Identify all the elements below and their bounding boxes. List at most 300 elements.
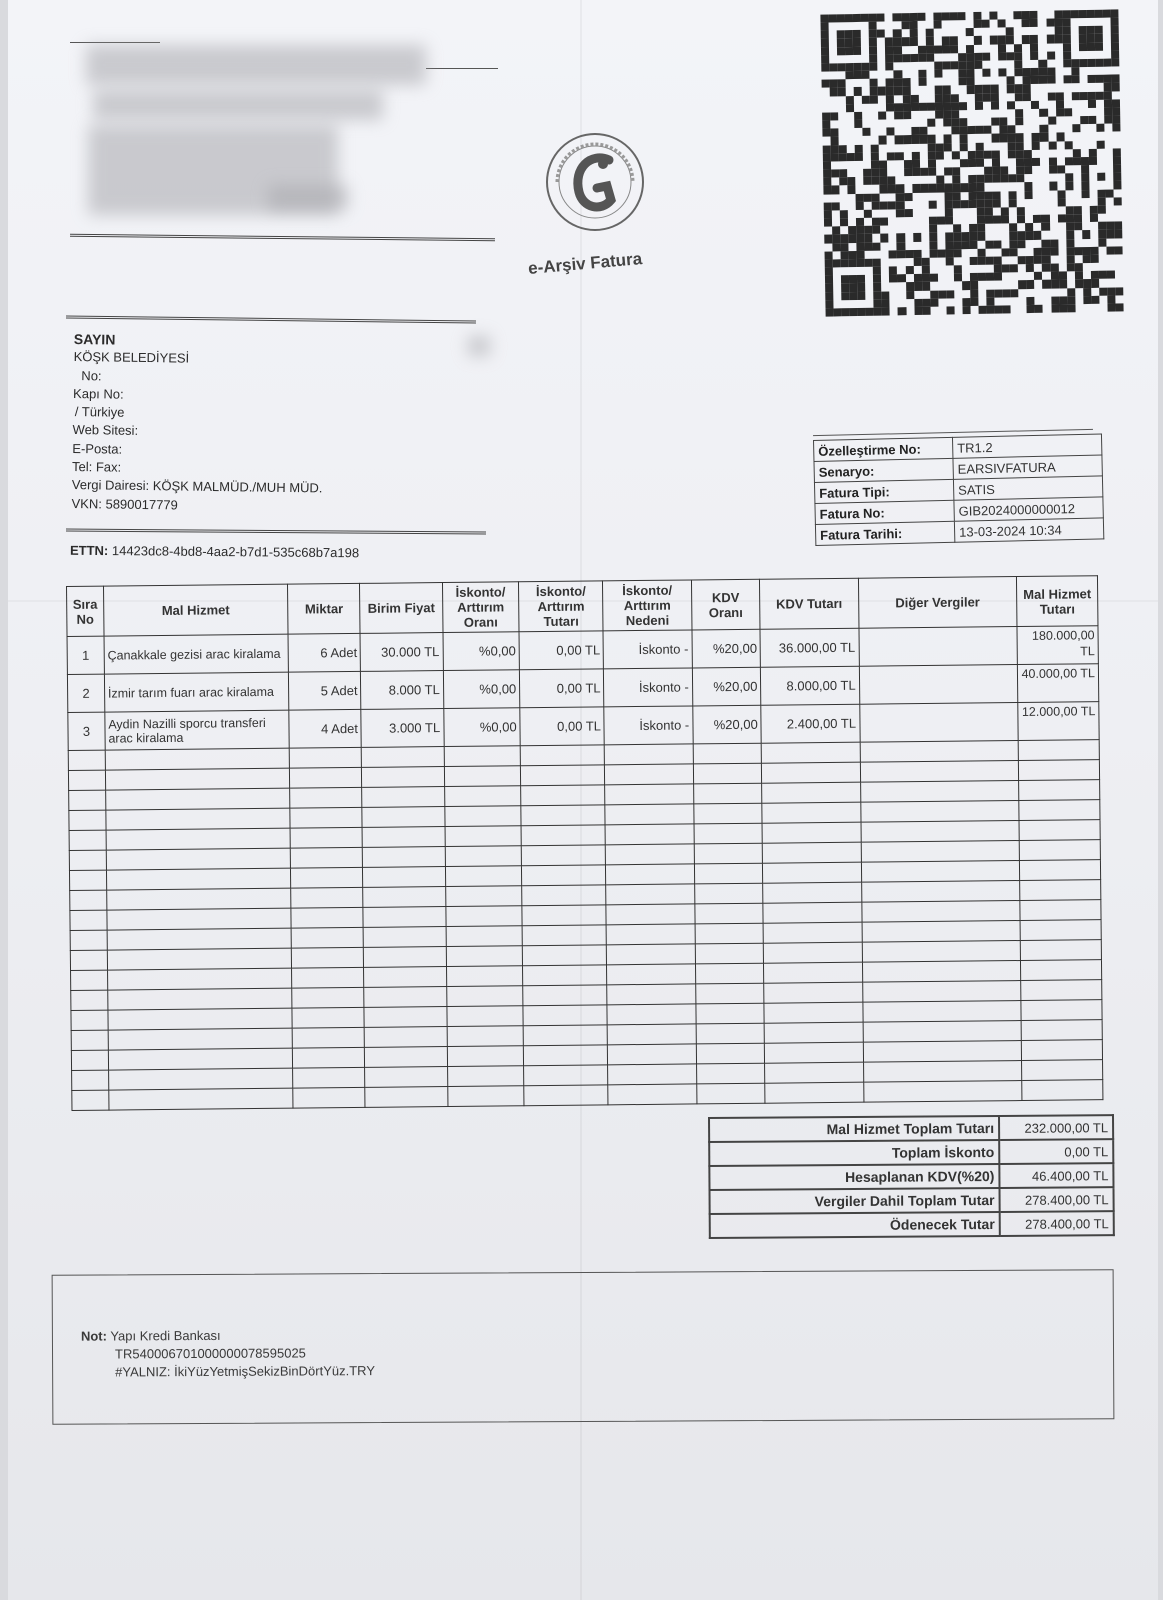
- qr-module: [841, 292, 849, 300]
- qr-module: [1024, 125, 1032, 133]
- qr-module: [1114, 197, 1122, 205]
- qr-module: [1096, 116, 1104, 124]
- qr-module: [1031, 76, 1039, 84]
- buyer-vkn: VKN: 5890017779: [71, 495, 178, 513]
- qr-module: [1007, 101, 1015, 109]
- qr-module: [849, 283, 857, 291]
- cell-name: Aydin Nazilli sporcu transferi arac kiralama: [105, 710, 290, 750]
- qr-module: [854, 71, 862, 79]
- qr-module: [991, 85, 999, 93]
- qr-module: [1065, 190, 1073, 198]
- qr-module: [912, 201, 920, 209]
- qr-module: [839, 145, 847, 153]
- col-header-iskonto-orani: İskonto/ Arttırım Oranı: [442, 582, 519, 633]
- totals-value: 278.400,00 TL: [1000, 1211, 1114, 1236]
- qr-module: [974, 28, 982, 36]
- qr-module: [1096, 108, 1104, 116]
- qr-module: [913, 250, 921, 258]
- qr-module: [984, 134, 992, 142]
- empty-cell: [523, 1025, 608, 1046]
- qr-module: [837, 55, 845, 63]
- qr-module: [877, 22, 885, 30]
- qr-module: [1033, 199, 1041, 207]
- qr-module: [840, 202, 848, 210]
- qr-module: [895, 127, 903, 135]
- qr-module: [968, 175, 976, 183]
- empty-cell: [291, 947, 364, 968]
- qr-module: [967, 134, 975, 142]
- qr-module: [869, 54, 877, 62]
- empty-cell: [106, 868, 291, 890]
- qr-module: [871, 144, 879, 152]
- qr-module: [1073, 157, 1081, 165]
- totals-value: 278.400,00 TL: [1000, 1187, 1114, 1212]
- qr-module: [905, 225, 913, 233]
- empty-cell: [521, 845, 606, 866]
- qr-module: [1041, 198, 1049, 206]
- qr-module: [1088, 91, 1096, 99]
- qr-module: [1091, 263, 1099, 271]
- qr-module: [946, 274, 954, 282]
- qr-module: [1083, 296, 1091, 304]
- qr-module: [952, 159, 960, 167]
- qr-module: [927, 127, 935, 135]
- qr-module: [913, 233, 921, 241]
- qr-module: [1056, 125, 1064, 133]
- qr-module: [1048, 108, 1056, 116]
- qr-module: [978, 257, 986, 265]
- qr-module: [1026, 256, 1034, 264]
- qr-module: [1042, 231, 1050, 239]
- qr-module: [1000, 126, 1008, 134]
- qr-module: [1107, 263, 1115, 271]
- empty-cell: [861, 841, 1020, 863]
- qr-module: [981, 12, 989, 20]
- qr-module: [994, 289, 1002, 297]
- qr-module: [1027, 297, 1035, 305]
- qr-module: [895, 136, 903, 144]
- qr-module: [849, 292, 857, 300]
- cell-total: 12.000,00 TL: [1018, 702, 1099, 741]
- qr-module: [1105, 181, 1113, 189]
- qr-module: [855, 177, 863, 185]
- qr-module: [1001, 215, 1009, 223]
- qr-module: [896, 168, 904, 176]
- qr-module: [1064, 100, 1072, 108]
- qr-module: [990, 20, 998, 28]
- qr-module: [983, 126, 991, 134]
- qr-module: [944, 167, 952, 175]
- empty-cell: [764, 1002, 862, 1023]
- meta-value: GIB2024000000012: [954, 497, 1103, 521]
- qr-module: [1065, 157, 1073, 165]
- qr-module: [945, 216, 953, 224]
- qr-module: [894, 54, 902, 62]
- empty-cell: [695, 983, 764, 1004]
- qr-module: [937, 233, 945, 241]
- qr-module: [1063, 76, 1071, 84]
- qr-module: [1062, 18, 1070, 26]
- qr-module: [890, 283, 898, 291]
- qr-module: [927, 111, 935, 119]
- qr-module: [953, 249, 961, 257]
- buyer-website: Web Sitesi:: [72, 422, 139, 439]
- qr-module: [1106, 205, 1114, 213]
- qr-module: [830, 80, 838, 88]
- qr-module: [982, 28, 990, 36]
- qr-module: [1008, 150, 1016, 158]
- qr-module: [1049, 190, 1057, 198]
- qr-module: [1051, 288, 1059, 296]
- qr-module: [833, 259, 841, 267]
- qr-module: [1066, 247, 1074, 255]
- qr-module: [1105, 189, 1113, 197]
- qr-module: [841, 300, 849, 308]
- qr-module: [1097, 181, 1105, 189]
- qr-module: [928, 184, 936, 192]
- qr-module: [1002, 264, 1010, 272]
- qr-module: [954, 290, 962, 298]
- qr-module: [839, 177, 847, 185]
- qr-module: [990, 60, 998, 68]
- qr-module: [1002, 273, 1010, 281]
- qr-module: [914, 299, 922, 307]
- qr-module: [878, 79, 886, 87]
- empty-cell: [363, 867, 445, 888]
- qr-module: [845, 22, 853, 30]
- qr-module: [893, 13, 901, 21]
- qr-module: [928, 192, 936, 200]
- qr-module: [1030, 35, 1038, 43]
- empty-cell: [763, 842, 861, 863]
- qr-module: [983, 77, 991, 85]
- qr-module: [1058, 247, 1066, 255]
- empty-cell: [290, 827, 363, 848]
- qr-module: [1096, 91, 1104, 99]
- qr-module: [1023, 84, 1031, 92]
- qr-module: [902, 78, 910, 86]
- qr-module: [1027, 305, 1035, 313]
- qr-module: [1011, 297, 1019, 305]
- qr-module: [1114, 213, 1122, 221]
- qr-module: [973, 12, 981, 20]
- qr-module: [985, 224, 993, 232]
- qr-module: [887, 160, 895, 168]
- empty-cell: [524, 1065, 609, 1086]
- qr-module: [830, 120, 838, 128]
- qr-module: [943, 118, 951, 126]
- qr-module: [951, 118, 959, 126]
- empty-cell: [860, 741, 1019, 763]
- qr-module: [967, 85, 975, 93]
- qr-module: [1104, 91, 1112, 99]
- qr-module: [943, 127, 951, 135]
- qr-module: [888, 201, 896, 209]
- qr-module: [1064, 133, 1072, 141]
- qr-module: [825, 259, 833, 267]
- qr-module: [975, 93, 983, 101]
- qr-module: [857, 283, 865, 291]
- qr-module: [857, 275, 865, 283]
- qr-module: [905, 250, 913, 258]
- empty-cell: [696, 1003, 765, 1024]
- qr-module: [926, 70, 934, 78]
- qr-module: [1042, 256, 1050, 264]
- qr-module: [888, 168, 896, 176]
- qr-module: [837, 63, 845, 71]
- qr-module: [1040, 117, 1048, 125]
- qr-module: [930, 274, 938, 282]
- empty-cell: [522, 865, 607, 886]
- qr-module: [992, 167, 1000, 175]
- buyer-block: [71, 330, 324, 516]
- qr-module: [829, 47, 837, 55]
- meta-label: Senaryo:: [814, 458, 953, 482]
- qr-module: [1091, 287, 1099, 295]
- qr-module: [1014, 19, 1022, 27]
- qr-module: [944, 159, 952, 167]
- qr-module: [966, 61, 974, 69]
- qr-module: [1080, 132, 1088, 140]
- qr-module: [825, 251, 833, 259]
- qr-module: [873, 267, 881, 275]
- qr-module: [941, 29, 949, 37]
- qr-module: [887, 111, 895, 119]
- empty-cell: [364, 947, 446, 968]
- qr-module: [984, 150, 992, 158]
- empty-cell: [363, 847, 445, 868]
- col-header-kdv-orani: KDV Oranı: [691, 579, 760, 630]
- col-header-mal-hizmet: Mal Hizmet: [103, 584, 288, 636]
- meta-label: Fatura Tarihi:: [815, 521, 954, 545]
- qr-module: [986, 265, 994, 273]
- qr-module: [1031, 101, 1039, 109]
- qr-module: [847, 153, 855, 161]
- empty-cell: [292, 1027, 365, 1048]
- qr-module: [912, 209, 920, 217]
- empty-cell: [293, 1087, 366, 1108]
- qr-module: [1002, 289, 1010, 297]
- qr-module: [910, 95, 918, 103]
- qr-module: [961, 216, 969, 224]
- qr-module: [1078, 10, 1086, 18]
- qr-module: [1030, 43, 1038, 51]
- qr-module: [885, 13, 893, 21]
- qr-module: [913, 266, 921, 274]
- empty-cell: [1022, 1060, 1103, 1081]
- empty-cell: [293, 1067, 366, 1088]
- qr-module: [1030, 19, 1038, 27]
- qr-module: [991, 93, 999, 101]
- qr-module: [886, 54, 894, 62]
- qr-module: [825, 300, 833, 308]
- qr-module: [954, 273, 962, 281]
- qr-module: [1054, 19, 1062, 27]
- empty-cell: [606, 884, 694, 905]
- qr-module: [886, 79, 894, 87]
- qr-module: [898, 283, 906, 291]
- qr-module: [942, 69, 950, 77]
- qr-module: [1081, 165, 1089, 173]
- qr-module: [958, 37, 966, 45]
- qr-module: [885, 22, 893, 30]
- qr-module: [1016, 125, 1024, 133]
- qr-module: [1097, 173, 1105, 181]
- qr-module: [976, 151, 984, 159]
- qr-module: [1002, 240, 1010, 248]
- empty-cell: [444, 806, 521, 827]
- qr-module: [1049, 182, 1057, 190]
- qr-module: [845, 63, 853, 71]
- empty-cell: [521, 765, 606, 786]
- qr-module: [886, 95, 894, 103]
- qr-module: [1110, 18, 1118, 26]
- empty-cell: [446, 986, 523, 1007]
- qr-module: [968, 151, 976, 159]
- qr-module: [991, 101, 999, 109]
- totals-table: [708, 1114, 1115, 1239]
- qr-module: [1003, 297, 1011, 305]
- empty-cell: [106, 828, 291, 850]
- empty-cell: [290, 847, 363, 868]
- qr-module: [1114, 230, 1122, 238]
- qr-module: [920, 160, 928, 168]
- empty-cell: [1019, 780, 1100, 801]
- qr-module: [959, 86, 967, 94]
- qr-module: [904, 184, 912, 192]
- qr-module: [865, 275, 873, 283]
- qr-module: [888, 185, 896, 193]
- qr-module: [879, 169, 887, 177]
- qr-module: [904, 168, 912, 176]
- qr-module: [862, 87, 870, 95]
- qr-module: [1107, 295, 1115, 303]
- qr-module: [944, 200, 952, 208]
- qr-module: [1103, 42, 1111, 50]
- qr-module: [1048, 141, 1056, 149]
- qr-module: [1105, 156, 1113, 164]
- cell-total: 180.000,00 TL: [1017, 626, 1098, 665]
- qr-module: [1046, 35, 1054, 43]
- totals-label: Ödenecek Tutar: [710, 1212, 1000, 1238]
- qr-module: [909, 21, 917, 29]
- empty-cell: [107, 968, 292, 990]
- qr-module: [1054, 35, 1062, 43]
- qr-module: [1018, 280, 1026, 288]
- qr-module: [1113, 148, 1121, 156]
- qr-module: [994, 248, 1002, 256]
- qr-module: [1008, 166, 1016, 174]
- empty-cell: [861, 901, 1020, 923]
- qr-module: [935, 110, 943, 118]
- qr-module: [1024, 158, 1032, 166]
- qr-module: [890, 307, 898, 315]
- qr-module: [1040, 133, 1048, 141]
- totals-label: Toplam İskonto: [709, 1140, 999, 1166]
- qr-module: [1070, 35, 1078, 43]
- empty-cell: [1021, 1040, 1102, 1061]
- qr-module: [928, 209, 936, 217]
- qr-module: [840, 194, 848, 202]
- empty-cell: [608, 1024, 696, 1045]
- empty-cell: [696, 1023, 765, 1044]
- qr-module: [839, 169, 847, 177]
- qr-module: [1081, 173, 1089, 181]
- qr-module: [934, 70, 942, 78]
- items-table: [66, 575, 1103, 1111]
- redacted-seller-extra: [268, 185, 348, 210]
- buyer-no: No:: [81, 367, 102, 383]
- qr-module: [977, 191, 985, 199]
- qr-module: [869, 14, 877, 22]
- qr-module: [880, 218, 888, 226]
- qr-module: [1099, 279, 1107, 287]
- qr-module: [873, 250, 881, 258]
- qr-module: [912, 176, 920, 184]
- empty-cell: [105, 748, 290, 770]
- qr-module: [919, 119, 927, 127]
- qr-module: [832, 202, 840, 210]
- qr-module: [950, 69, 958, 77]
- qr-module: [982, 44, 990, 52]
- empty-cell: [694, 803, 763, 824]
- empty-cell: [861, 861, 1020, 883]
- qr-module: [902, 54, 910, 62]
- qr-module: [1030, 52, 1038, 60]
- qr-module: [857, 259, 865, 267]
- qr-module: [841, 251, 849, 259]
- qr-module: [1047, 76, 1055, 84]
- qr-module: [1112, 116, 1120, 124]
- qr-module: [962, 298, 970, 306]
- qr-module: [882, 307, 890, 315]
- qr-module: [1107, 287, 1115, 295]
- qr-module: [991, 126, 999, 134]
- qr-module: [1086, 10, 1094, 18]
- redacted-mark: [468, 336, 490, 356]
- cell-disc-reason: İskonto -: [604, 668, 693, 707]
- qr-module: [978, 289, 986, 297]
- qr-module: [970, 298, 978, 306]
- qr-module: [1024, 133, 1032, 141]
- qr-module: [870, 112, 878, 120]
- empty-cell: [108, 1008, 293, 1030]
- qr-module: [829, 31, 837, 39]
- qr-module: [952, 175, 960, 183]
- qr-module: [1009, 199, 1017, 207]
- qr-module: [998, 52, 1006, 60]
- qr-module: [976, 159, 984, 167]
- qr-module: [1082, 238, 1090, 246]
- qr-module: [881, 242, 889, 250]
- qr-module: [995, 305, 1003, 313]
- qr-module: [1089, 149, 1097, 157]
- qr-module: [919, 111, 927, 119]
- qr-module: [977, 224, 985, 232]
- empty-cell: [860, 801, 1019, 823]
- qr-module: [889, 275, 897, 283]
- qr-module: [1083, 271, 1091, 279]
- qr-module: [1038, 43, 1046, 51]
- empty-cell: [523, 1005, 608, 1026]
- qr-module: [1026, 280, 1034, 288]
- qr-module: [1002, 281, 1010, 289]
- qr-module: [917, 29, 925, 37]
- qr-module: [881, 283, 889, 291]
- qr-module: [895, 152, 903, 160]
- cell-disc-rate: %0,00: [443, 632, 520, 671]
- meta-value: SATIS: [953, 476, 1102, 500]
